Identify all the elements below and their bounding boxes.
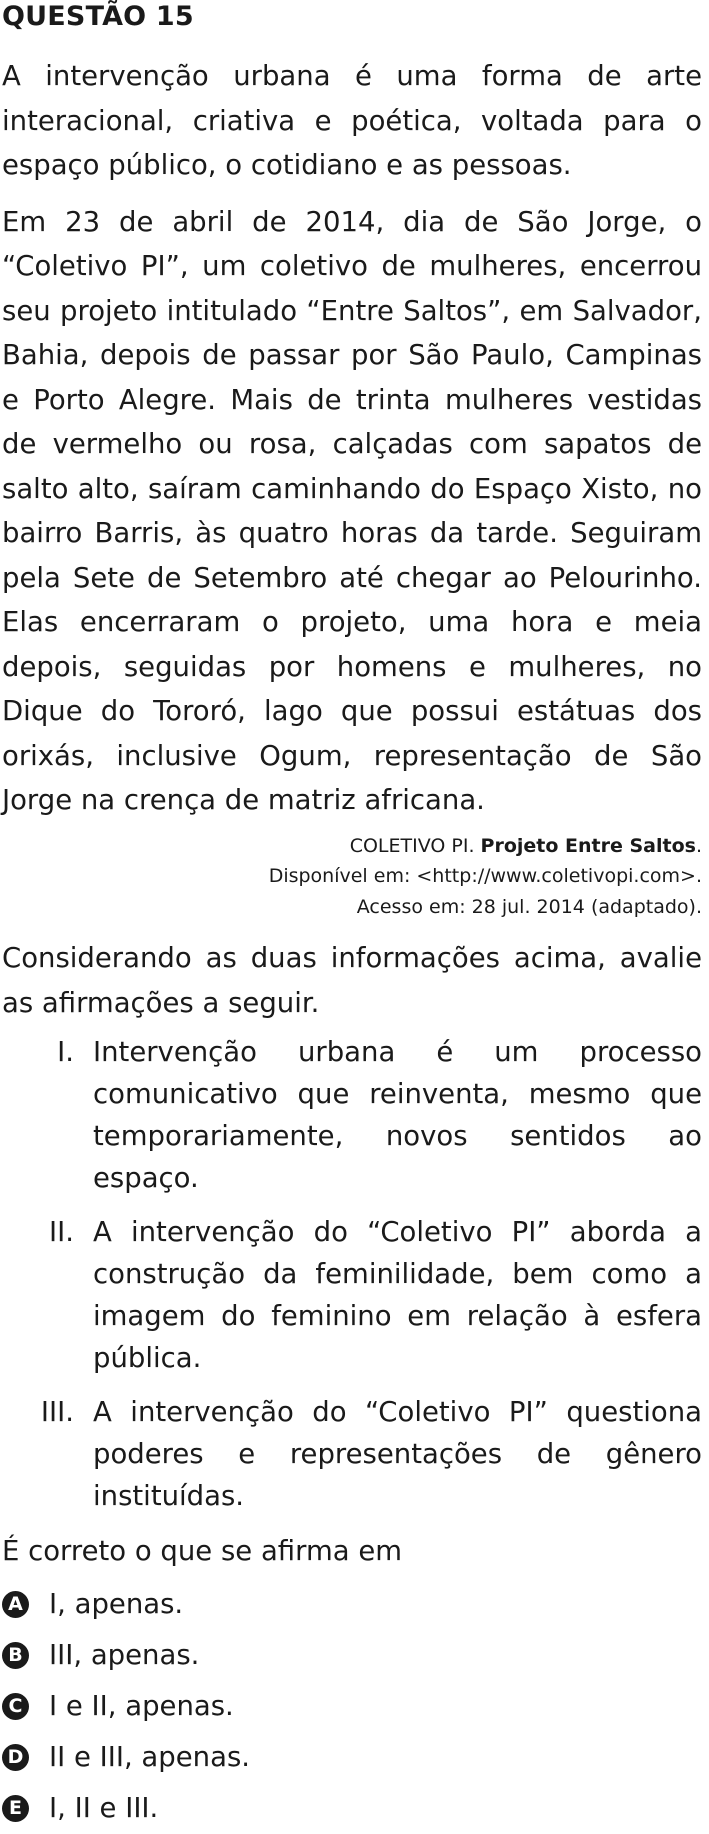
source-available: Disponível em: <http://www.coletivopi.com>. <box>268 865 702 887</box>
option-b-text: III, apenas. <box>49 1639 200 1671</box>
question-title: QUESTÃO 15 <box>2 1 194 32</box>
option-b-badge: B <box>2 1642 29 1669</box>
statement-number: I. <box>57 1036 74 1068</box>
source-work: Projeto Entre Saltos <box>480 834 696 857</box>
option-d-badge: D <box>2 1744 29 1771</box>
option-e-badge: E <box>2 1795 29 1822</box>
statement-item <box>2 1211 702 1379</box>
option-c-badge: C <box>2 1693 29 1720</box>
option-a-text: I, apenas. <box>49 1588 184 1620</box>
option-a-badge: A <box>2 1591 29 1618</box>
source-access: Acesso em: 28 jul. 2014 (adaptado). <box>356 895 702 918</box>
answer-options <box>2 1579 709 1834</box>
statement-list <box>2 1031 702 1517</box>
option-d[interactable] <box>2 1732 709 1783</box>
source-citation <box>2 831 702 923</box>
statement-number: III. <box>40 1396 74 1428</box>
context-paragraph: Em 23 de abril de 2014, dia de São Jorge, o “Coletivo PI”, um coletivo de mulheres, encerrou seu projeto intitulado “Entre Saltos”, em Salvador, Bahia, depois de passar por São Paulo, Campinas e Porto Alegre. Mais de trinta mulheres vestidas de vermelho ou rosa, calçadas com sapatos de salto alto, saíram caminhando do Espaço Xisto, no bairro Barris, às quatro horas da tarde. Seguiram pela Sete de Setembro até chegar ao Pelourinho. Elas encerraram o projeto, uma hora e meia depois, seguidas por homens e mulheres, no Dique do Tororó, lago que possui estátuas dos orixás, inclusive Ogum, representação de São Jorge na crença de matriz africana. <box>2 205 702 816</box>
source-author: COLETIVO PI. <box>349 834 475 857</box>
option-a[interactable] <box>2 1579 709 1630</box>
statement-item <box>2 1031 702 1199</box>
option-b[interactable] <box>2 1630 709 1681</box>
statement-text: Intervenção urbana é um processo comunicativo que reinventa, mesmo que temporariamente, novos sentidos ao espaço. <box>93 1036 702 1194</box>
option-c[interactable] <box>2 1681 709 1732</box>
statement-item <box>2 1391 702 1517</box>
instruction-paragraph: Considerando as duas informações acima, avalie as afirmações a seguir. <box>2 942 702 1019</box>
intro-paragraph: A intervenção urbana é uma forma de arte interacional, criativa e poética, voltada para o espaço público, o cotidiano e as pessoas. <box>2 60 702 181</box>
option-e-text: I, II e III. <box>49 1792 159 1824</box>
question-prompt: É correto o que se afirma em <box>2 1535 403 1567</box>
option-e[interactable] <box>2 1783 709 1834</box>
statement-number: II. <box>49 1216 74 1248</box>
option-c-text: I e II, apenas. <box>49 1690 234 1722</box>
source-line-1: COLETIVO PI. Projeto Entre Saltos. <box>349 834 702 857</box>
statement-text: A intervenção do “Coletivo PI” questiona poderes e representações de gênero instituídas. <box>93 1396 702 1512</box>
option-d-text: II e III, apenas. <box>49 1741 251 1773</box>
statement-text: A intervenção do “Coletivo PI” aborda a construção da feminilidade, bem como a imagem do feminino em relação à esfera pública. <box>93 1216 702 1374</box>
